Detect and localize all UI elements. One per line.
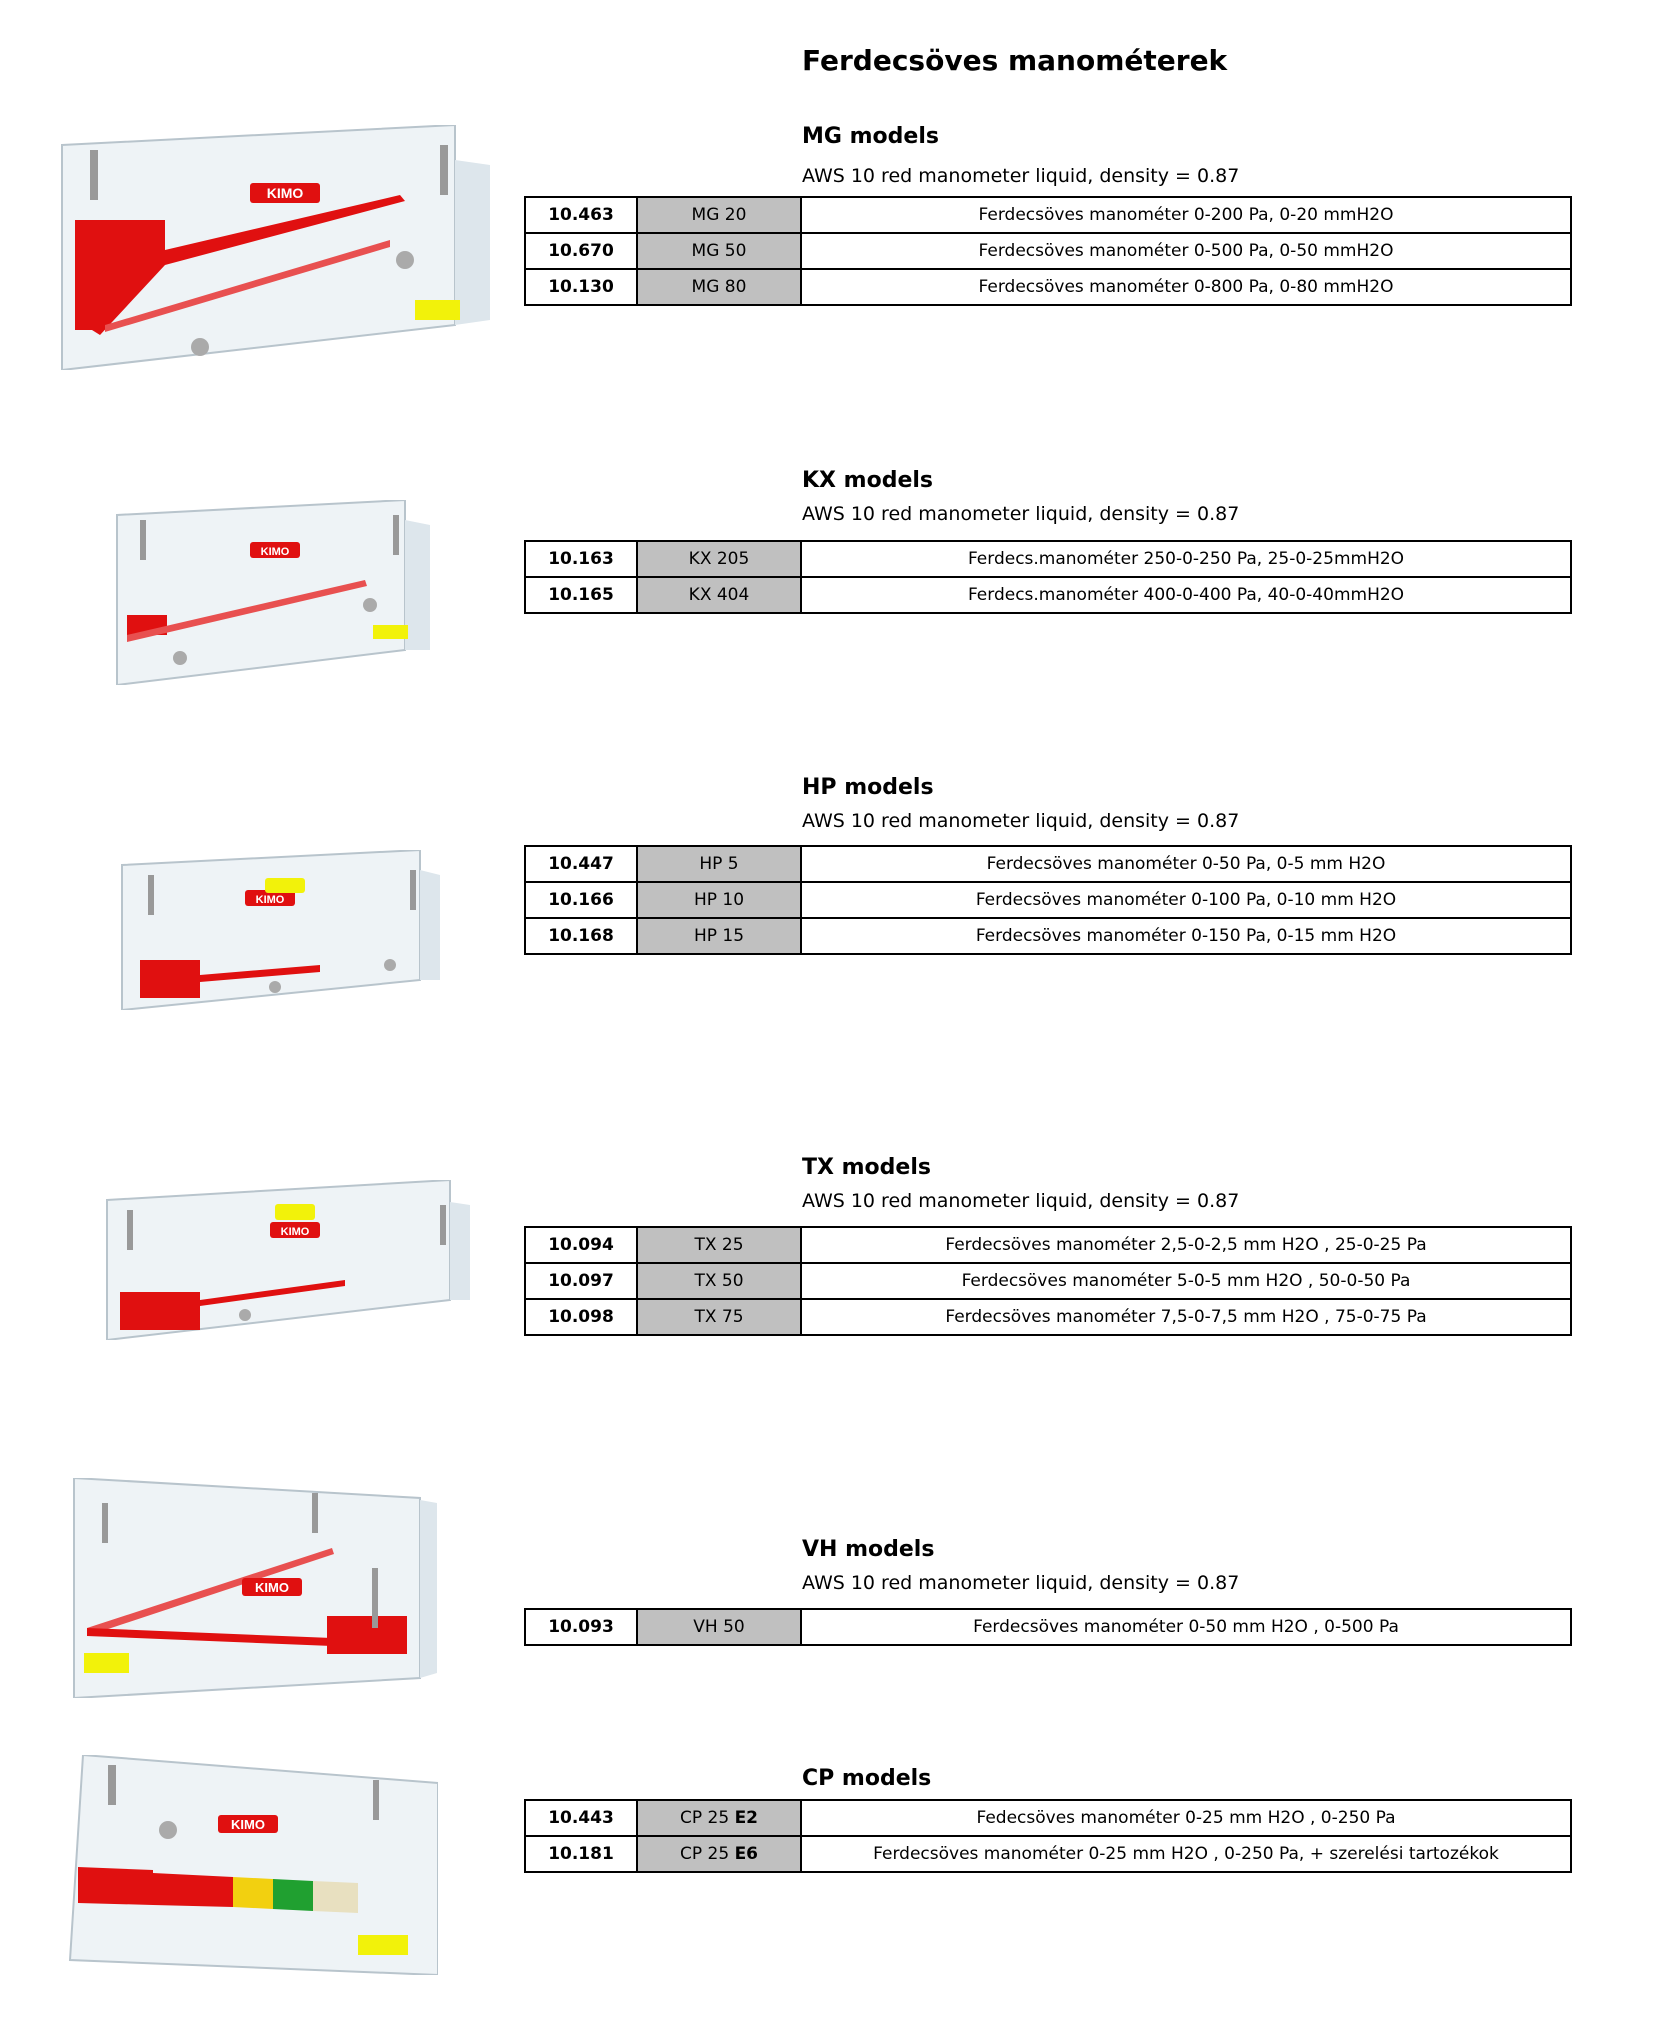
product-model bbox=[637, 1836, 801, 1872]
brand-logo: KIMO bbox=[231, 1817, 265, 1832]
product-table-cp bbox=[524, 1799, 1572, 1873]
product-table-vh bbox=[524, 1608, 1572, 1646]
product-description: Ferdecsöves manométer 7,5-0-7,5 mm H2O , 75-0-75 Pa bbox=[801, 1299, 1571, 1335]
product-code: 10.094 bbox=[525, 1227, 637, 1263]
table-row bbox=[525, 1800, 1571, 1836]
brand-logo: KIMO bbox=[255, 894, 285, 906]
product-description: Ferdecsöves manométer 0-800 Pa, 0-80 mmH2O bbox=[801, 269, 1571, 305]
product-code: 10.447 bbox=[525, 846, 637, 882]
brand-logo: KIMO bbox=[260, 546, 290, 558]
section-title-cp: CP models bbox=[802, 1766, 932, 1791]
product-model: MG 50 bbox=[637, 233, 801, 269]
inclined-manometer-hp-image bbox=[120, 850, 440, 1014]
product-code: 10.670 bbox=[525, 233, 637, 269]
product-model: HP 5 bbox=[637, 846, 801, 882]
table-row bbox=[525, 1227, 1571, 1263]
product-code: 10.463 bbox=[525, 197, 637, 233]
product-code: 10.097 bbox=[525, 1263, 637, 1299]
brand-logo: KIMO bbox=[255, 1580, 289, 1595]
table-row bbox=[525, 541, 1571, 577]
product-description: Ferdecsöves manométer 0-25 mm H2O , 0-250 Pa, + szerelési tartozékok bbox=[801, 1836, 1571, 1872]
table-row bbox=[525, 577, 1571, 613]
product-code: 10.166 bbox=[525, 882, 637, 918]
product-model: HP 10 bbox=[637, 882, 801, 918]
product-code: 10.181 bbox=[525, 1836, 637, 1872]
product-model: MG 20 bbox=[637, 197, 801, 233]
brand-logo: KIMO bbox=[280, 1226, 310, 1238]
brand-logo: KIMO bbox=[266, 185, 304, 201]
section-title-hp: HP models bbox=[802, 775, 934, 800]
product-description: Ferdecsöves manométer 2,5-0-2,5 mm H2O , 25-0-25 Pa bbox=[801, 1227, 1571, 1263]
product-code: 10.165 bbox=[525, 577, 637, 613]
product-model: TX 25 bbox=[637, 1227, 801, 1263]
product-description: Fedecsöves manométer 0-25 mm H2O , 0-250 Pa bbox=[801, 1800, 1571, 1836]
product-description: Ferdecs.manométer 400-0-400 Pa, 40-0-40mmH2O bbox=[801, 577, 1571, 613]
table-row bbox=[525, 1263, 1571, 1299]
product-code: 10.093 bbox=[525, 1609, 637, 1645]
inclined-manometer-cp-image bbox=[68, 1755, 438, 1979]
inclined-manometer-tx-image bbox=[105, 1180, 470, 1344]
section-subtitle-tx: AWS 10 red manometer liquid, density = 0.87 bbox=[802, 1190, 1240, 1212]
product-description: Ferdecsöves manométer 0-50 mm H2O , 0-500 Pa bbox=[801, 1609, 1571, 1645]
section-title-mg: MG models bbox=[802, 124, 939, 149]
product-model: MG 80 bbox=[637, 269, 801, 305]
table-row bbox=[525, 233, 1571, 269]
product-table-mg bbox=[524, 196, 1572, 306]
product-model-suffix: E2 bbox=[734, 1808, 759, 1828]
table-row bbox=[525, 846, 1571, 882]
product-description: Ferdecsöves manométer 0-50 Pa, 0-5 mm H2O bbox=[801, 846, 1571, 882]
product-model: KX 205 bbox=[637, 541, 801, 577]
product-model: KX 404 bbox=[637, 577, 801, 613]
inclined-manometer-mg-image bbox=[60, 125, 490, 374]
product-code: 10.168 bbox=[525, 918, 637, 954]
table-row bbox=[525, 1299, 1571, 1335]
product-code: 10.443 bbox=[525, 1800, 637, 1836]
product-model: HP 15 bbox=[637, 918, 801, 954]
product-description: Ferdecsöves manométer 0-100 Pa, 0-10 mm H2O bbox=[801, 882, 1571, 918]
section-subtitle-hp: AWS 10 red manometer liquid, density = 0.87 bbox=[802, 810, 1240, 832]
page-title: Ferdecsöves manométerek bbox=[802, 44, 1228, 77]
section-title-kx: KX models bbox=[802, 468, 934, 493]
product-model: TX 75 bbox=[637, 1299, 801, 1335]
inclined-manometer-kx-image bbox=[115, 500, 430, 689]
product-description: Ferdecsöves manométer 5-0-5 mm H2O , 50-0-50 Pa bbox=[801, 1263, 1571, 1299]
table-row bbox=[525, 269, 1571, 305]
inclined-manometer-vh-image bbox=[72, 1478, 437, 1702]
product-description: Ferdecs.manométer 250-0-250 Pa, 25-0-25mmH2O bbox=[801, 541, 1571, 577]
product-table-hp bbox=[524, 845, 1572, 955]
product-model-base: CP 25 bbox=[679, 1808, 730, 1828]
product-description: Ferdecsöves manométer 0-500 Pa, 0-50 mmH2O bbox=[801, 233, 1571, 269]
section-title-tx: TX models bbox=[802, 1155, 931, 1180]
product-code: 10.098 bbox=[525, 1299, 637, 1335]
table-row bbox=[525, 918, 1571, 954]
product-model bbox=[637, 1800, 801, 1836]
table-row bbox=[525, 1836, 1571, 1872]
product-model-base: CP 25 bbox=[679, 1844, 730, 1864]
table-row bbox=[525, 197, 1571, 233]
product-model: VH 50 bbox=[637, 1609, 801, 1645]
product-model-suffix: E6 bbox=[734, 1844, 759, 1864]
section-subtitle-mg: AWS 10 red manometer liquid, density = 0.87 bbox=[802, 165, 1240, 187]
product-description: Ferdecsöves manométer 0-150 Pa, 0-15 mm H2O bbox=[801, 918, 1571, 954]
product-code: 10.130 bbox=[525, 269, 637, 305]
product-code: 10.163 bbox=[525, 541, 637, 577]
product-description: Ferdecsöves manométer 0-200 Pa, 0-20 mmH2O bbox=[801, 197, 1571, 233]
product-table-tx bbox=[524, 1226, 1572, 1336]
section-title-vh: VH models bbox=[802, 1537, 935, 1562]
table-row bbox=[525, 1609, 1571, 1645]
section-subtitle-vh: AWS 10 red manometer liquid, density = 0.87 bbox=[802, 1572, 1240, 1594]
table-row bbox=[525, 882, 1571, 918]
product-model: TX 50 bbox=[637, 1263, 801, 1299]
product-table-kx bbox=[524, 540, 1572, 614]
section-subtitle-kx: AWS 10 red manometer liquid, density = 0.87 bbox=[802, 503, 1240, 525]
